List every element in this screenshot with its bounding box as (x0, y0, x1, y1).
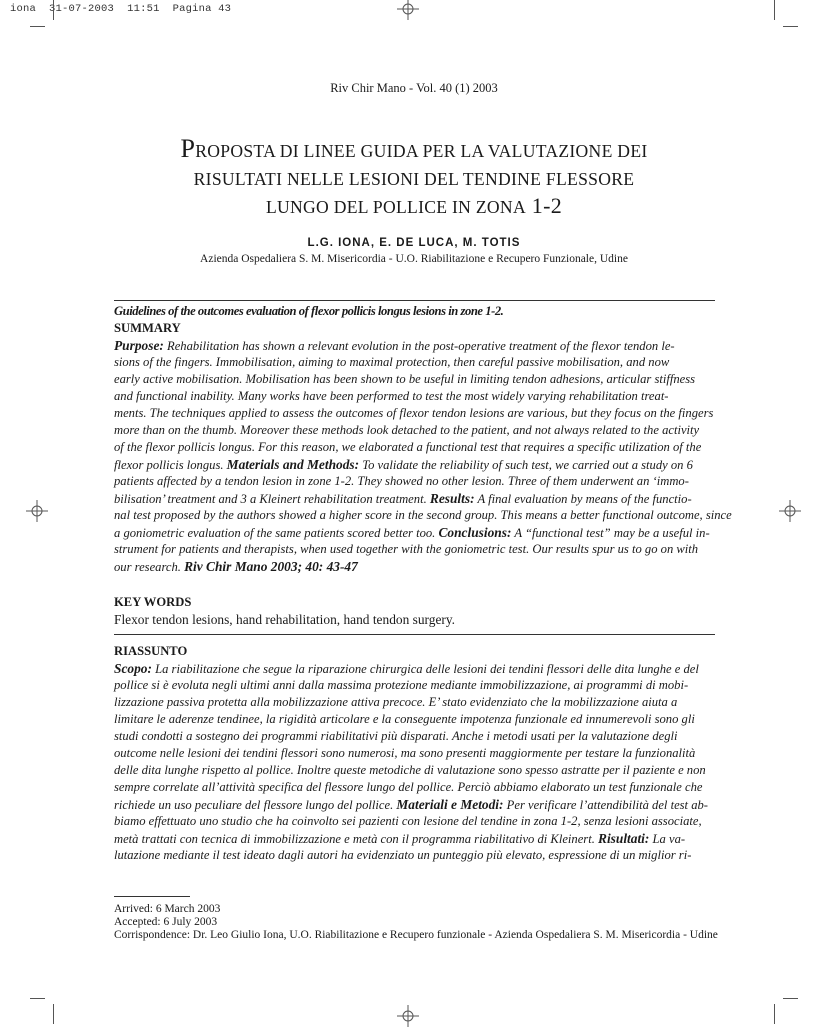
summary-line: sions of the fingers. Immobilisation, aiming to maximal protection, then careful passive mobilisation, and now (114, 355, 670, 369)
registration-mark-icon (26, 500, 48, 522)
summary-line: nal test proposed by the authors showed a higher score in the second group. This means a better functional outcome, since (114, 508, 732, 522)
article-title-line-2: RISULTATI NELLE LESIONI DEL TENDINE FLESSORE (193, 169, 635, 189)
riassunto-line: studi condotti a sostegno dei programmi riabilitativi più disparati. Anche i metodi usati per la valutazione degli (114, 729, 678, 743)
keywords-text: Flexor tendon lesions, hand rehabilitation, hand tendon surgery. (114, 612, 456, 627)
riassunto-line: delle dita lunghe rispetto al pollice. Inoltre queste metodiche di valutazione sono spesso astratte per il paziente e non (114, 763, 706, 777)
summary-heading: SUMMARY (114, 321, 181, 335)
results-label: Results: (429, 491, 475, 506)
riassunto-line: pollice si è evoluta negli ultimi anni dalla massima protezione mediante immobilizzazione, ai programmi di mobi- (114, 678, 689, 692)
article-title-line-3: LUNGO DEL POLLICE IN ZONA 1-2 (265, 193, 562, 218)
registration-mark-icon (397, 0, 419, 20)
summary-line: ments. The techniques applied to assess the outcomes of flexor tendon lesions are various, but they focus on the fingers (114, 406, 714, 420)
crop-mark (783, 26, 798, 27)
summary-line: more than on the thumb. Moreover these methods look detached to the patient, and not always related to the activity (114, 423, 700, 437)
slug-page: Pagina 43 (172, 3, 232, 15)
divider (114, 634, 715, 635)
keywords-heading: KEY WORDS (114, 595, 192, 609)
conclusions-label: Conclusions: (438, 525, 512, 540)
affiliation: Azienda Ospedaliera S. M. Misericordia - U.O. Riabilitazione e Recupero Funzionale, Udine (200, 253, 628, 265)
crop-mark (774, 0, 775, 20)
authors: L.G. IONA, E. DE LUCA, M. TOTIS (307, 237, 521, 249)
arrived-date: Arrived: 6 March 2003 (114, 903, 221, 915)
registration-mark-icon (779, 500, 801, 522)
summary-line: early active mobilisation. Mobilisation has been shown to be useful in limiting tendon adhesions, articular stiffness (114, 372, 696, 386)
summary-line: bilisation’ treatment and 3 a Kleinert rehabilitation treatment. Results: A final evaluation by means of the functio- (114, 491, 692, 506)
crop-mark (30, 998, 45, 999)
riassunto-line: sempre correlate all’attività specifica del flessore lungo del pollice. Perciò abbiamo elaborato un test funzionale che (114, 780, 703, 794)
correspondence: Corrispondence: Dr. Leo Giulio Iona, U.O. Riabilitazione e Recupero funzionale - Azienda Ospedaliera S. M. Misericordia - Udine (114, 929, 718, 941)
scopo-label: Scopo: (114, 661, 152, 676)
article-title-line-1: PROPOSTA DI LINEE GUIDA PER LA VALUTAZIONE DEI (180, 134, 648, 163)
methods-label: Materials and Methods: (226, 457, 360, 472)
print-slug (10, 3, 231, 15)
accepted-date: Accepted: 6 July 2003 (114, 916, 218, 928)
summary-line: and functional inability. Many works have been performed to test the most widely varying rehabilitation treat- (114, 389, 669, 403)
journal-header: Riv Chir Mano - Vol. 40 (1) 2003 (330, 81, 498, 95)
citation: Riv Chir Mano 2003; 40: 43-47 (184, 559, 358, 574)
summary-line: strument for patients and therapists, when used together with the goniometric test. Our results spur us to go on with (114, 542, 699, 556)
summary-line: Purpose: Rehabilitation has shown a relevant evolution in the post-operative treatment of the flexor tendon le- (114, 338, 675, 353)
riassunto-line: lutazione mediante il test ideato dagli autori ha evidenziato un punteggio più elevato, espressione di un miglior ri- (114, 848, 692, 862)
summary-line: our research. Riv Chir Mano 2003; 40: 43-47 (114, 559, 358, 574)
summary-line: of the flexor pollicis longus. For this reason, we elaborated a functional test that requires a specific utilization of the (114, 440, 702, 454)
riassunto-line: Scopo: La riabilitazione che segue la riparazione chirurgica delle lesioni dei tendini flessori delle dita lunghe e del (114, 661, 699, 676)
riassunto-line: outcome nelle lesioni dei tendini flessori sono numerosi, ma sono presenti maggiormente per testare la funzionalità (114, 746, 696, 760)
summary-line: flexor pollicis longus. Materials and Methods: To validate the reliability of such test, we carried out a study on 6 (114, 457, 693, 472)
riassunto-line: metà trattati con tecnica di immobilizzazione e metà con il programma riabilitativo di Kleinert. Risultati: La va- (114, 831, 686, 846)
crop-mark (783, 998, 798, 999)
riassunto-heading: RIASSUNTO (114, 644, 188, 658)
summary-line: a goniometric evaluation of the same patients scored better too. Conclusions: A “functional test” may be a useful in- (114, 525, 710, 540)
crop-mark (53, 1004, 54, 1024)
riassunto-line: lizzazione passiva protetta alla mobilizzazione attiva precoce. E’ stato evidenziato che la mobilizzazione aiuta a (114, 695, 678, 709)
slug-file: iona (10, 3, 37, 15)
riassunto-line: limitare le aderenze tendinee, la rigidità articolare e la conseguente impotenza funzionale ed innumerevoli sono gli (114, 712, 695, 726)
footnote-rule (114, 896, 190, 897)
riassunto-line: biamo effettuato uno studio che ha coinvolto sei pazienti con lesione del tendine in zona 1-2, senza lesioni associate, (114, 814, 702, 828)
risultati-label: Risultati: (598, 831, 650, 846)
crop-mark (30, 26, 45, 27)
summary-line: patients affected by a tendon lesion in zone 1-2. They showed no other lesion. Three of them underwent an ‘immo- (114, 474, 689, 488)
slug-time: 11:51 (127, 3, 160, 15)
crop-mark (53, 0, 54, 20)
crop-mark (774, 1004, 775, 1024)
slug-date: 31-07-2003 (49, 3, 115, 15)
riassunto-line: richiede un uso peculiare del flessore lungo del pollice. Materiali e Metodi: Per verificare l’attendibilità del test ab- (114, 797, 708, 812)
purpose-label: Purpose: (114, 338, 164, 353)
divider (114, 300, 715, 301)
metodi-label: Materiali e Metodi: (396, 797, 504, 812)
english-title: Guidelines of the outcomes evaluation of flexor pollicis longus lesions in zone 1-2. (114, 304, 504, 318)
